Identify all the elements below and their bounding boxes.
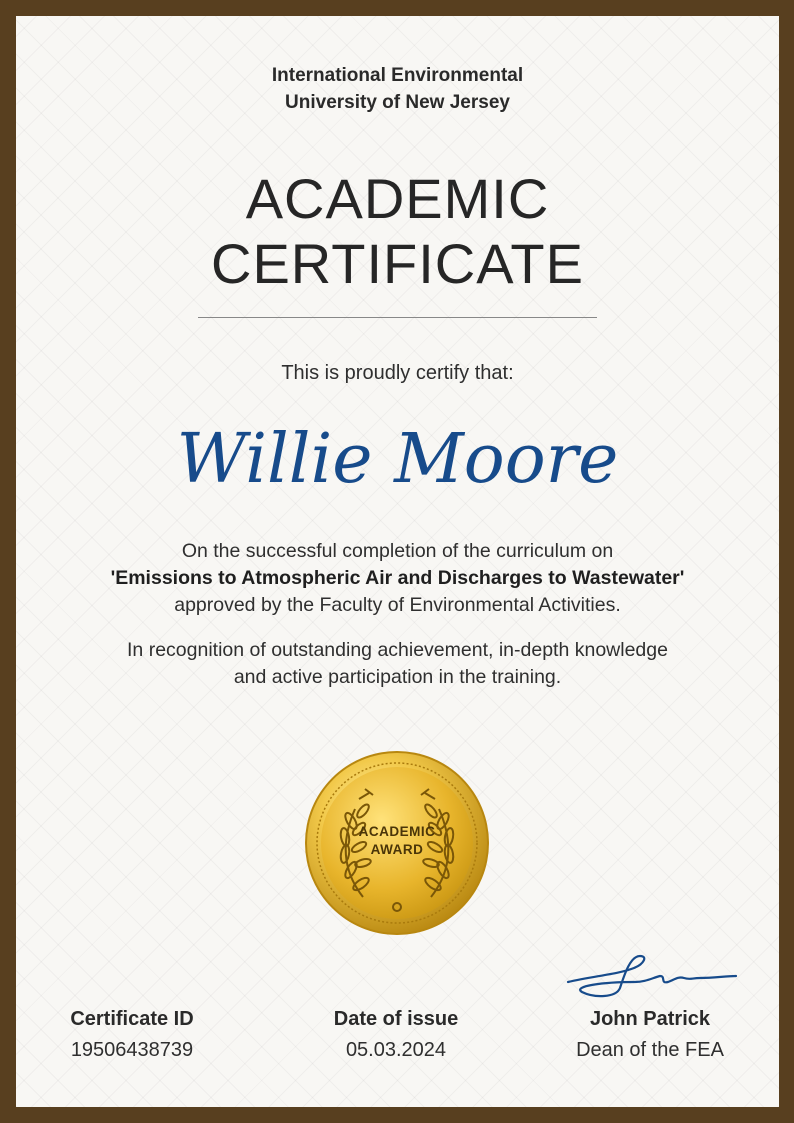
recognition-line-1: In recognition of outstanding achievement, in-depth knowledge <box>127 639 668 661</box>
title-divider <box>198 317 597 318</box>
recognition-text <box>16 637 779 691</box>
seal-line-2: AWARD <box>370 842 424 857</box>
description-line-1: On the successful completion of the curriculum on <box>181 540 614 562</box>
certificate-id-label: Certificate ID <box>70 1008 194 1030</box>
institution-name <box>16 62 779 116</box>
seal-line-1: ACADEMIC <box>358 824 436 839</box>
signer-block <box>540 1006 760 1063</box>
course-title: 'Emissions to Atmospheric Air and Discharges to Wastewater' <box>110 567 685 589</box>
seal-label <box>303 823 491 859</box>
institution-line-1: International Environmental <box>271 65 524 86</box>
description-line-3: approved by the Faculty of Environmental Activities. <box>174 594 621 616</box>
recognition-line-2: and active participation in the training. <box>233 666 562 688</box>
certificate-title <box>16 166 779 296</box>
signer-title: Dean of the FEA <box>576 1039 724 1061</box>
institution-line-2: University of New Jersey <box>285 92 510 113</box>
date-of-issue-block <box>286 1006 506 1063</box>
certificate-id-value: 19506438739 <box>70 1039 194 1061</box>
signature-icon <box>564 948 740 1000</box>
date-of-issue-label: Date of issue <box>333 1008 459 1030</box>
signer-name: John Patrick <box>589 1008 711 1030</box>
recipient-name: Willie Moore <box>176 420 619 499</box>
title-line-1: ACADEMIC <box>245 167 550 230</box>
title-line-2: CERTIFICATE <box>211 232 584 295</box>
intro-text: This is proudly certify that: <box>281 362 514 384</box>
dean-signature <box>564 948 740 1000</box>
completion-description <box>16 538 779 619</box>
certificate-id-block <box>22 1006 242 1063</box>
award-seal <box>303 749 491 937</box>
date-of-issue-value: 05.03.2024 <box>345 1039 447 1061</box>
certificate-sheet <box>16 16 779 1107</box>
